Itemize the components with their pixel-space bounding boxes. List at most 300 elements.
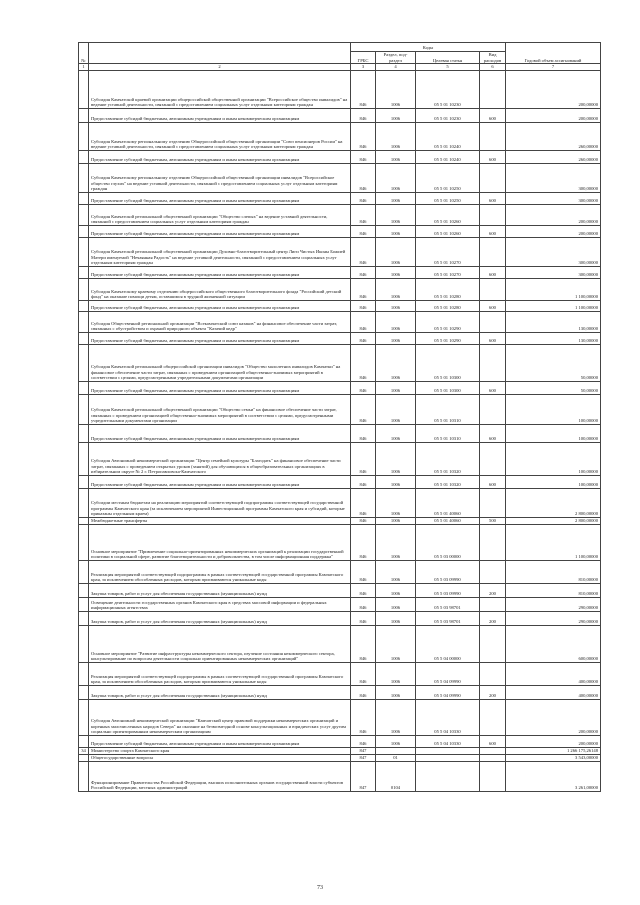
table-row [79,192,601,204]
row-target-cell: 05 5 01 10240 [416,150,480,163]
row-grbs-cell: 846 [351,300,376,311]
row-sum-cell: 200,00000 [506,108,601,122]
row-description-cell: Министерство спорта Камчатского края [89,747,351,754]
row-description-cell: Предоставление субсидий бюджетным, автономным учреждениям и иным некоммерческим организациям [89,475,351,488]
table-row [79,266,601,278]
row-target-cell: 05 5 01 10230 [416,108,480,122]
row-target-cell [416,761,480,791]
row-razdel-cell: 1006 [376,394,416,424]
row-target-cell: 05 5 01 10240 [416,122,480,150]
row-number-cell [79,597,89,611]
row-target-cell: 05 5 01 10250 [416,192,480,204]
row-vid-cell [480,754,506,761]
row-sum-cell: 290,00000 [506,597,601,611]
row-razdel-cell: 1006 [376,266,416,278]
row-target-cell: 05 5 01 10250 [416,163,480,192]
row-target-cell [416,754,480,761]
row-razdel-cell: 1006 [376,625,416,662]
row-vid-cell: 600 [480,150,506,163]
row-sum-cell: 2 800,00000 [506,488,601,517]
row-sum-cell: 260,00000 [506,122,601,150]
row-number-cell [79,237,89,266]
row-vid-cell: 500 [480,517,506,524]
row-number-cell [79,662,89,685]
column-index: 2 [89,64,351,71]
row-vid-cell [480,662,506,685]
row-vid-cell [480,163,506,192]
header-row-top [79,43,601,52]
row-number-cell [79,560,89,583]
row-description-cell: Субсидия Камчатской региональной общественной организации Духовно-благотворительный центр Лиги Чистых Иконы Божией Матери именуемой "Нечаянная Радость" на ведение уставной деятельности, связанной с предоставлением социальных услуг отдельным категориям граждан [89,237,351,266]
row-description-cell: Освещение деятельности государственных органов Камчатского края в средствах массовой информации и федеральных информационных агентствах [89,597,351,611]
row-number-cell [79,475,89,488]
row-grbs-cell: 846 [351,344,376,381]
row-number-cell: 34 [79,747,89,754]
table-row [79,754,601,761]
header-target: Целевая статья [416,52,480,64]
row-target-cell: 05 5 01 10320 [416,475,480,488]
table-row [79,204,601,225]
row-number-cell [79,583,89,597]
row-razdel-cell: 1006 [376,204,416,225]
row-razdel-cell [376,747,416,754]
row-target-cell: 05 5 01 10280 [416,278,480,300]
row-razdel-cell: 1006 [376,524,416,560]
table-row [79,560,601,583]
row-target-cell: 05 5 03 09990 [416,583,480,597]
row-number-cell [79,300,89,311]
header-vid: Вид расходов [480,52,506,64]
row-description-cell: Субсидия Камчатской региональной общественной организации "Общество семьи" на финансовое обеспечение части затрат, связанных с проведением организацией общественно-значимых мероприятий в соответствии с целями, предусмотренными учредительными документами организации [89,394,351,424]
table-row [79,70,601,108]
row-target-cell: 05 5 01 10300 [416,344,480,381]
budget-sheet [78,42,600,792]
row-grbs-cell: 846 [351,583,376,597]
row-grbs-cell: 846 [351,237,376,266]
row-number-cell [79,735,89,747]
row-sum-cell: 290,00000 [506,611,601,625]
row-sum-cell: 400,00000 [506,685,601,699]
row-grbs-cell: 846 [351,699,376,735]
row-target-cell: 05 5 03 98701 [416,611,480,625]
row-target-cell: 05 5 04 10330 [416,699,480,735]
row-vid-cell: 600 [480,735,506,747]
row-grbs-cell: 846 [351,424,376,442]
row-number-cell [79,685,89,699]
table-row [79,150,601,163]
row-vid-cell: 600 [480,225,506,237]
row-razdel-cell: 1006 [376,70,416,108]
table-row [79,685,601,699]
column-index: 1 [79,64,89,71]
row-number-cell [79,424,89,442]
row-sum-cell: 810,00000 [506,583,601,597]
row-grbs-cell: 846 [351,225,376,237]
row-number-cell [79,163,89,192]
row-description-cell: Предоставление субсидий бюджетным, автономным учреждениям и иным некоммерческим организациям [89,332,351,344]
row-razdel-cell: 1006 [376,311,416,332]
row-sum-cell: 50,00000 [506,344,601,381]
row-sum-cell: 50,00000 [506,381,601,394]
row-sum-cell: 1 266 175,26148 [506,747,601,754]
row-description-cell: Реализация мероприятий соответствующей подпрограммы в рамках соответствующей государственной программы Камчатского края, за исключением обособленных расходов, которым присваиваются уникальные коды [89,662,351,685]
row-grbs-cell: 846 [351,488,376,517]
row-target-cell: 05 5 04 09990 [416,685,480,699]
row-razdel-cell: 1006 [376,735,416,747]
row-number-cell [79,625,89,662]
row-description-cell: Закупка товаров, работ и услуг для обеспечения государственных (муниципальных) нужд [89,685,351,699]
table-row [79,662,601,685]
row-target-cell: 05 5 01 10280 [416,300,480,311]
table-row [79,442,601,475]
table-row [79,517,601,524]
row-vid-cell: 600 [480,108,506,122]
row-description-cell: Основное мероприятие "Привлечение социально-ориентированных некоммерческих организаций к реализации государственной политики в социальной сфере, развитие благотворительности и добровольчества, в том числе информационная поддержка" [89,524,351,560]
row-description-cell: Субсидия Автономной некоммерческой организации "Центр семейной культуры "Благодать" на финансовое обеспечение части затрат, связанных с проведением открытых уроков (занятий) для обучающихся в общеобразовательных организациях в избирательном округе № 2 г. Петропавловска-Камчатского [89,442,351,475]
row-number-cell [79,225,89,237]
row-grbs-cell: 846 [351,662,376,685]
row-target-cell: 05 5 01 10290 [416,332,480,344]
column-index: 5 [416,64,480,71]
table-row [79,424,601,442]
row-description-cell: Предоставление субсидий бюджетным, автономным учреждениям и иным некоммерческим организациям [89,300,351,311]
row-description-cell: Субсидия Камчатскому региональному отделению Общероссийской общественной организации "Союз пенсионеров России" на ведение уставной деятельности, связанной с предоставлением социальных услуг отдельным категориям граждан [89,122,351,150]
row-sum-cell: 400,00000 [506,662,601,685]
row-sum-cell: 1 100,00000 [506,300,601,311]
row-sum-cell: 200,00000 [506,204,601,225]
row-sum-cell: 200,00000 [506,225,601,237]
row-description-cell: Субсидия Камчатской региональной общероссийской организации инвалидов "Общество малолетних инвалидов Камчатки" на финансовое обеспечение части затрат, связанных с проведением организацией общественно-значимых мероприятий в соответствии с целями, предусмотренными учредительными документами организации [89,344,351,381]
row-description-cell: Предоставление субсидий бюджетным, автономным учреждениям и иным некоммерческим организациям [89,735,351,747]
row-target-cell [416,747,480,754]
budget-table [78,42,601,792]
header-codes: Коды [351,43,506,52]
row-sum-cell: 3 261,00000 [506,761,601,791]
table-row [79,611,601,625]
row-number-cell [79,70,89,108]
row-description-cell: Функционирование Правительства Российской Федерации, высших исполнительных органов государственной власти субъектов Российской Федерации, местных администраций [89,761,351,791]
header-name [89,43,351,64]
row-vid-cell [480,237,506,266]
table-row [79,625,601,662]
row-sum-cell: 600,00000 [506,625,601,662]
row-sum-cell: 3 543,00000 [506,754,601,761]
row-razdel-cell: 1006 [376,237,416,266]
row-target-cell: 05 5 04 09990 [416,662,480,685]
column-index: 6 [480,64,506,71]
row-sum-cell: 100,00000 [506,424,601,442]
row-razdel-cell: 1006 [376,192,416,204]
row-vid-cell [480,699,506,735]
row-razdel-cell: 1006 [376,332,416,344]
row-razdel-cell: 1006 [376,488,416,517]
row-vid-cell [480,394,506,424]
table-row [79,735,601,747]
row-description-cell: Предоставление субсидий бюджетным, автономным учреждениям и иным некоммерческим организациям [89,108,351,122]
table-row [79,583,601,597]
row-grbs-cell: 846 [351,517,376,524]
row-target-cell: 05 5 01 10300 [416,381,480,394]
row-target-cell: 05 5 01 10230 [416,70,480,108]
row-target-cell: 05 5 03 00000 [416,524,480,560]
table-row [79,122,601,150]
row-grbs-cell: 846 [351,475,376,488]
row-number-cell [79,150,89,163]
table-row [79,332,601,344]
row-grbs-cell: 847 [351,761,376,791]
row-sum-cell: 810,00000 [506,560,601,583]
table-row [79,311,601,332]
row-number-cell [79,122,89,150]
row-grbs-cell: 846 [351,685,376,699]
row-description-cell: Предоставление субсидий бюджетным, автономным учреждениям и иным некоммерческим организациям [89,381,351,394]
row-description-cell: Межбюджетные трансферты [89,517,351,524]
header-razdel: Раздел, под- раздел [376,52,416,64]
header-grbs: ГРБС [351,52,376,64]
row-number-cell [79,488,89,517]
row-description-cell: Предоставление субсидий бюджетным, автономным учреждениям и иным некоммерческим организациям [89,150,351,163]
row-vid-cell: 600 [480,381,506,394]
row-target-cell: 05 5 01 10310 [416,424,480,442]
row-vid-cell [480,122,506,150]
row-description-cell: Субсидия Автономной некоммерческой организации "Камчатский центр правовой поддержки некоммерческих организаций и коренных малочисленных народов Севера" на оказание на безвозмездной основе консультационных и юридических услуг другим социально ориентированным некоммерческим организациям [89,699,351,735]
row-razdel-cell: 1006 [376,442,416,475]
row-grbs-cell: 846 [351,381,376,394]
row-vid-cell: 200 [480,685,506,699]
row-grbs-cell: 846 [351,611,376,625]
row-target-cell: 05 5 01 10270 [416,266,480,278]
budget-rows [79,70,601,791]
row-sum-cell: 100,00000 [506,394,601,424]
column-index: 4 [376,64,416,71]
row-vid-cell [480,524,506,560]
row-vid-cell [480,204,506,225]
row-number-cell [79,192,89,204]
row-razdel-cell: 1006 [376,163,416,192]
row-sum-cell: 130,00000 [506,311,601,332]
row-grbs-cell: 846 [351,332,376,344]
row-razdel-cell: 1006 [376,597,416,611]
row-number-cell [79,761,89,791]
row-number-cell [79,394,89,424]
row-vid-cell: 600 [480,332,506,344]
row-target-cell: 05 5 01 10320 [416,442,480,475]
row-sum-cell: 100,00000 [506,475,601,488]
row-grbs-cell: 846 [351,524,376,560]
row-grbs-cell: 846 [351,266,376,278]
table-row [79,747,601,754]
row-description-cell: Субсидия Камчатскому региональному отделению Общероссийской общественной организации инвалидов "Всероссийское общество глухих" на ведение уставной деятельности, связанной с предоставлением социальных услуг отдельным категориям граждан [89,163,351,192]
column-index: 3 [351,64,376,71]
row-description-cell: Субсидия Камчатскому краевому отделению общероссийского общественного благотворительного фонда "Российский детский фонд" на оказание помощи детям, оставшимся в трудной жизненной ситуации [89,278,351,300]
table-row [79,524,601,560]
row-vid-cell: 600 [480,424,506,442]
table-row [79,225,601,237]
row-razdel-cell: 1006 [376,662,416,685]
row-razdel-cell: 1006 [376,225,416,237]
header-sum: Годовой объем ассигнований [506,43,601,64]
row-vid-cell [480,278,506,300]
row-target-cell: 05 5 01 10290 [416,311,480,332]
row-sum-cell: 200,00000 [506,699,601,735]
row-grbs-cell: 846 [351,597,376,611]
row-sum-cell: 300,00000 [506,163,601,192]
row-number-cell [79,442,89,475]
row-grbs-cell: 846 [351,122,376,150]
row-target-cell: 05 5 01 40060 [416,517,480,524]
row-number-cell [79,278,89,300]
row-grbs-cell: 846 [351,311,376,332]
row-target-cell: 05 5 01 10260 [416,204,480,225]
row-target-cell: 05 5 04 10330 [416,735,480,747]
row-description-cell: Субсидии местным бюджетам на реализацию мероприятий соответствующей подпрограммы соответствующей государственной программы Камчатского края (за исключением мероприятий Инвестиционной программы Камчатского края и субсидий, которые приказаны отдельным краем) [89,488,351,517]
row-number-cell [79,754,89,761]
row-grbs-cell: 846 [351,163,376,192]
row-description-cell: Предоставление субсидий бюджетным, автономным учреждениям и иным некоммерческим организациям [89,192,351,204]
row-number-cell [79,517,89,524]
row-vid-cell: 600 [480,300,506,311]
row-description-cell: Реализация мероприятий соответствующей подпрограммы в рамках соответствующей государственной программы Камчатского края, за исключением обособленных расходов, которым присваиваются уникальные коды [89,560,351,583]
row-vid-cell: 200 [480,611,506,625]
row-razdel-cell: 1006 [376,108,416,122]
row-vid-cell: 600 [480,192,506,204]
table-row [79,344,601,381]
row-description-cell: Предоставление субсидий бюджетным, автономным учреждениям и иным некоммерческим организациям [89,225,351,237]
row-grbs-cell: 846 [351,278,376,300]
row-number-cell [79,108,89,122]
table-row [79,475,601,488]
row-number-cell [79,332,89,344]
row-vid-cell: 600 [480,475,506,488]
row-number-cell [79,311,89,332]
table-row [79,488,601,517]
table-row [79,237,601,266]
row-description-cell: Закупка товаров, работ и услуг для обеспечения государственных (муниципальных) нужд [89,583,351,597]
row-number-cell [79,204,89,225]
header-number: № [79,43,89,64]
row-sum-cell: 300,00000 [506,237,601,266]
column-index: 7 [506,64,601,71]
row-sum-cell: 2 800,00000 [506,517,601,524]
row-sum-cell: 300,00000 [506,266,601,278]
row-razdel-cell: 1006 [376,699,416,735]
row-razdel-cell: 1006 [376,424,416,442]
table-row [79,278,601,300]
row-number-cell [79,344,89,381]
row-number-cell [79,611,89,625]
row-grbs-cell: 846 [351,204,376,225]
row-sum-cell: 1 100,00000 [506,278,601,300]
table-row [79,394,601,424]
row-vid-cell [480,597,506,611]
row-razdel-cell: 0104 [376,761,416,791]
row-sum-cell: 200,00000 [506,735,601,747]
row-number-cell [79,524,89,560]
row-vid-cell [480,70,506,108]
row-target-cell: 05 5 04 00000 [416,625,480,662]
row-razdel-cell: 1006 [376,611,416,625]
row-vid-cell: 200 [480,583,506,597]
table-row [79,163,601,192]
row-number-cell [79,381,89,394]
table-row [79,381,601,394]
row-vid-cell [480,344,506,381]
row-description-cell: Предоставление субсидий бюджетным, автономным учреждениям и иным некоммерческим организациям [89,266,351,278]
row-sum-cell: 200,00000 [506,70,601,108]
row-grbs-cell: 846 [351,625,376,662]
row-sum-cell: 100,00000 [506,442,601,475]
row-razdel-cell: 1006 [376,122,416,150]
row-grbs-cell: 846 [351,560,376,583]
row-vid-cell [480,747,506,754]
row-grbs-cell: 846 [351,70,376,108]
row-razdel-cell: 1006 [376,300,416,311]
table-row [79,300,601,311]
row-vid-cell [480,761,506,791]
row-grbs-cell: 846 [351,442,376,475]
row-sum-cell: 1 100,00000 [506,524,601,560]
table-row [79,699,601,735]
row-grbs-cell: 846 [351,108,376,122]
row-description-cell: Закупка товаров, работ и услуг для обеспечения государственных (муниципальных) нужд [89,611,351,625]
row-razdel-cell: 01 [376,754,416,761]
row-grbs-cell: 847 [351,754,376,761]
row-vid-cell: 600 [480,266,506,278]
row-vid-cell [480,442,506,475]
row-razdel-cell: 1006 [376,278,416,300]
row-razdel-cell: 1006 [376,381,416,394]
row-target-cell: 05 5 01 40060 [416,488,480,517]
row-description-cell: Субсидия Камчатской региональной общественной организации "Общество слепых" на ведение уставной деятельности, связанной с предоставлением социальных услуг отдельным категориям граждан [89,204,351,225]
row-description-cell: Предоставление субсидий бюджетным, автономным учреждениям и иным некоммерческим организациям [89,424,351,442]
row-target-cell: 05 5 01 10260 [416,225,480,237]
row-target-cell: 05 5 01 10310 [416,394,480,424]
row-description-cell: Основное мероприятие "Развитие инфраструктуры некоммерческого сектора, изучение состояния некоммерческого сектора, консультирование по вопросам деятельности социально ориентированных некоммерческих организаций" [89,625,351,662]
table-row [79,108,601,122]
row-grbs-cell: 846 [351,150,376,163]
row-razdel-cell: 1006 [376,150,416,163]
row-vid-cell [480,560,506,583]
row-target-cell: 05 5 01 10270 [416,237,480,266]
row-grbs-cell: 846 [351,192,376,204]
page-number: 73 [317,885,323,891]
row-vid-cell [480,488,506,517]
row-razdel-cell: 1006 [376,583,416,597]
row-grbs-cell: 846 [351,394,376,424]
row-description-cell: Общегосударственные вопросы [89,754,351,761]
row-sum-cell: 300,00000 [506,192,601,204]
row-description-cell: Субсидия Камчатской краевой организации общероссийской общественной организации "Всероссийское общество инвалидов" на ведение уставной деятельности, связанной с предоставлением социальных услуг отдельным категориям граждан [89,70,351,108]
row-grbs-cell: 846 [351,735,376,747]
row-sum-cell: 130,00000 [506,332,601,344]
row-target-cell: 05 5 03 09990 [416,560,480,583]
row-target-cell: 05 5 03 98701 [416,597,480,611]
row-razdel-cell: 1006 [376,560,416,583]
table-row [79,761,601,791]
row-grbs-cell: 847 [351,747,376,754]
table-row [79,597,601,611]
row-razdel-cell: 1006 [376,344,416,381]
row-vid-cell [480,311,506,332]
row-razdel-cell: 1006 [376,475,416,488]
row-razdel-cell: 1006 [376,685,416,699]
row-number-cell [79,266,89,278]
column-index-row [79,64,601,71]
row-razdel-cell: 1006 [376,517,416,524]
row-description-cell: Субсидия Общественной региональной организации "Всекамчатский союз казаков" на финансовое обеспечение части затрат, связанных с обустройством и охраной природного объекта "Казачий кедр" [89,311,351,332]
row-sum-cell: 260,00000 [506,150,601,163]
row-number-cell [79,699,89,735]
